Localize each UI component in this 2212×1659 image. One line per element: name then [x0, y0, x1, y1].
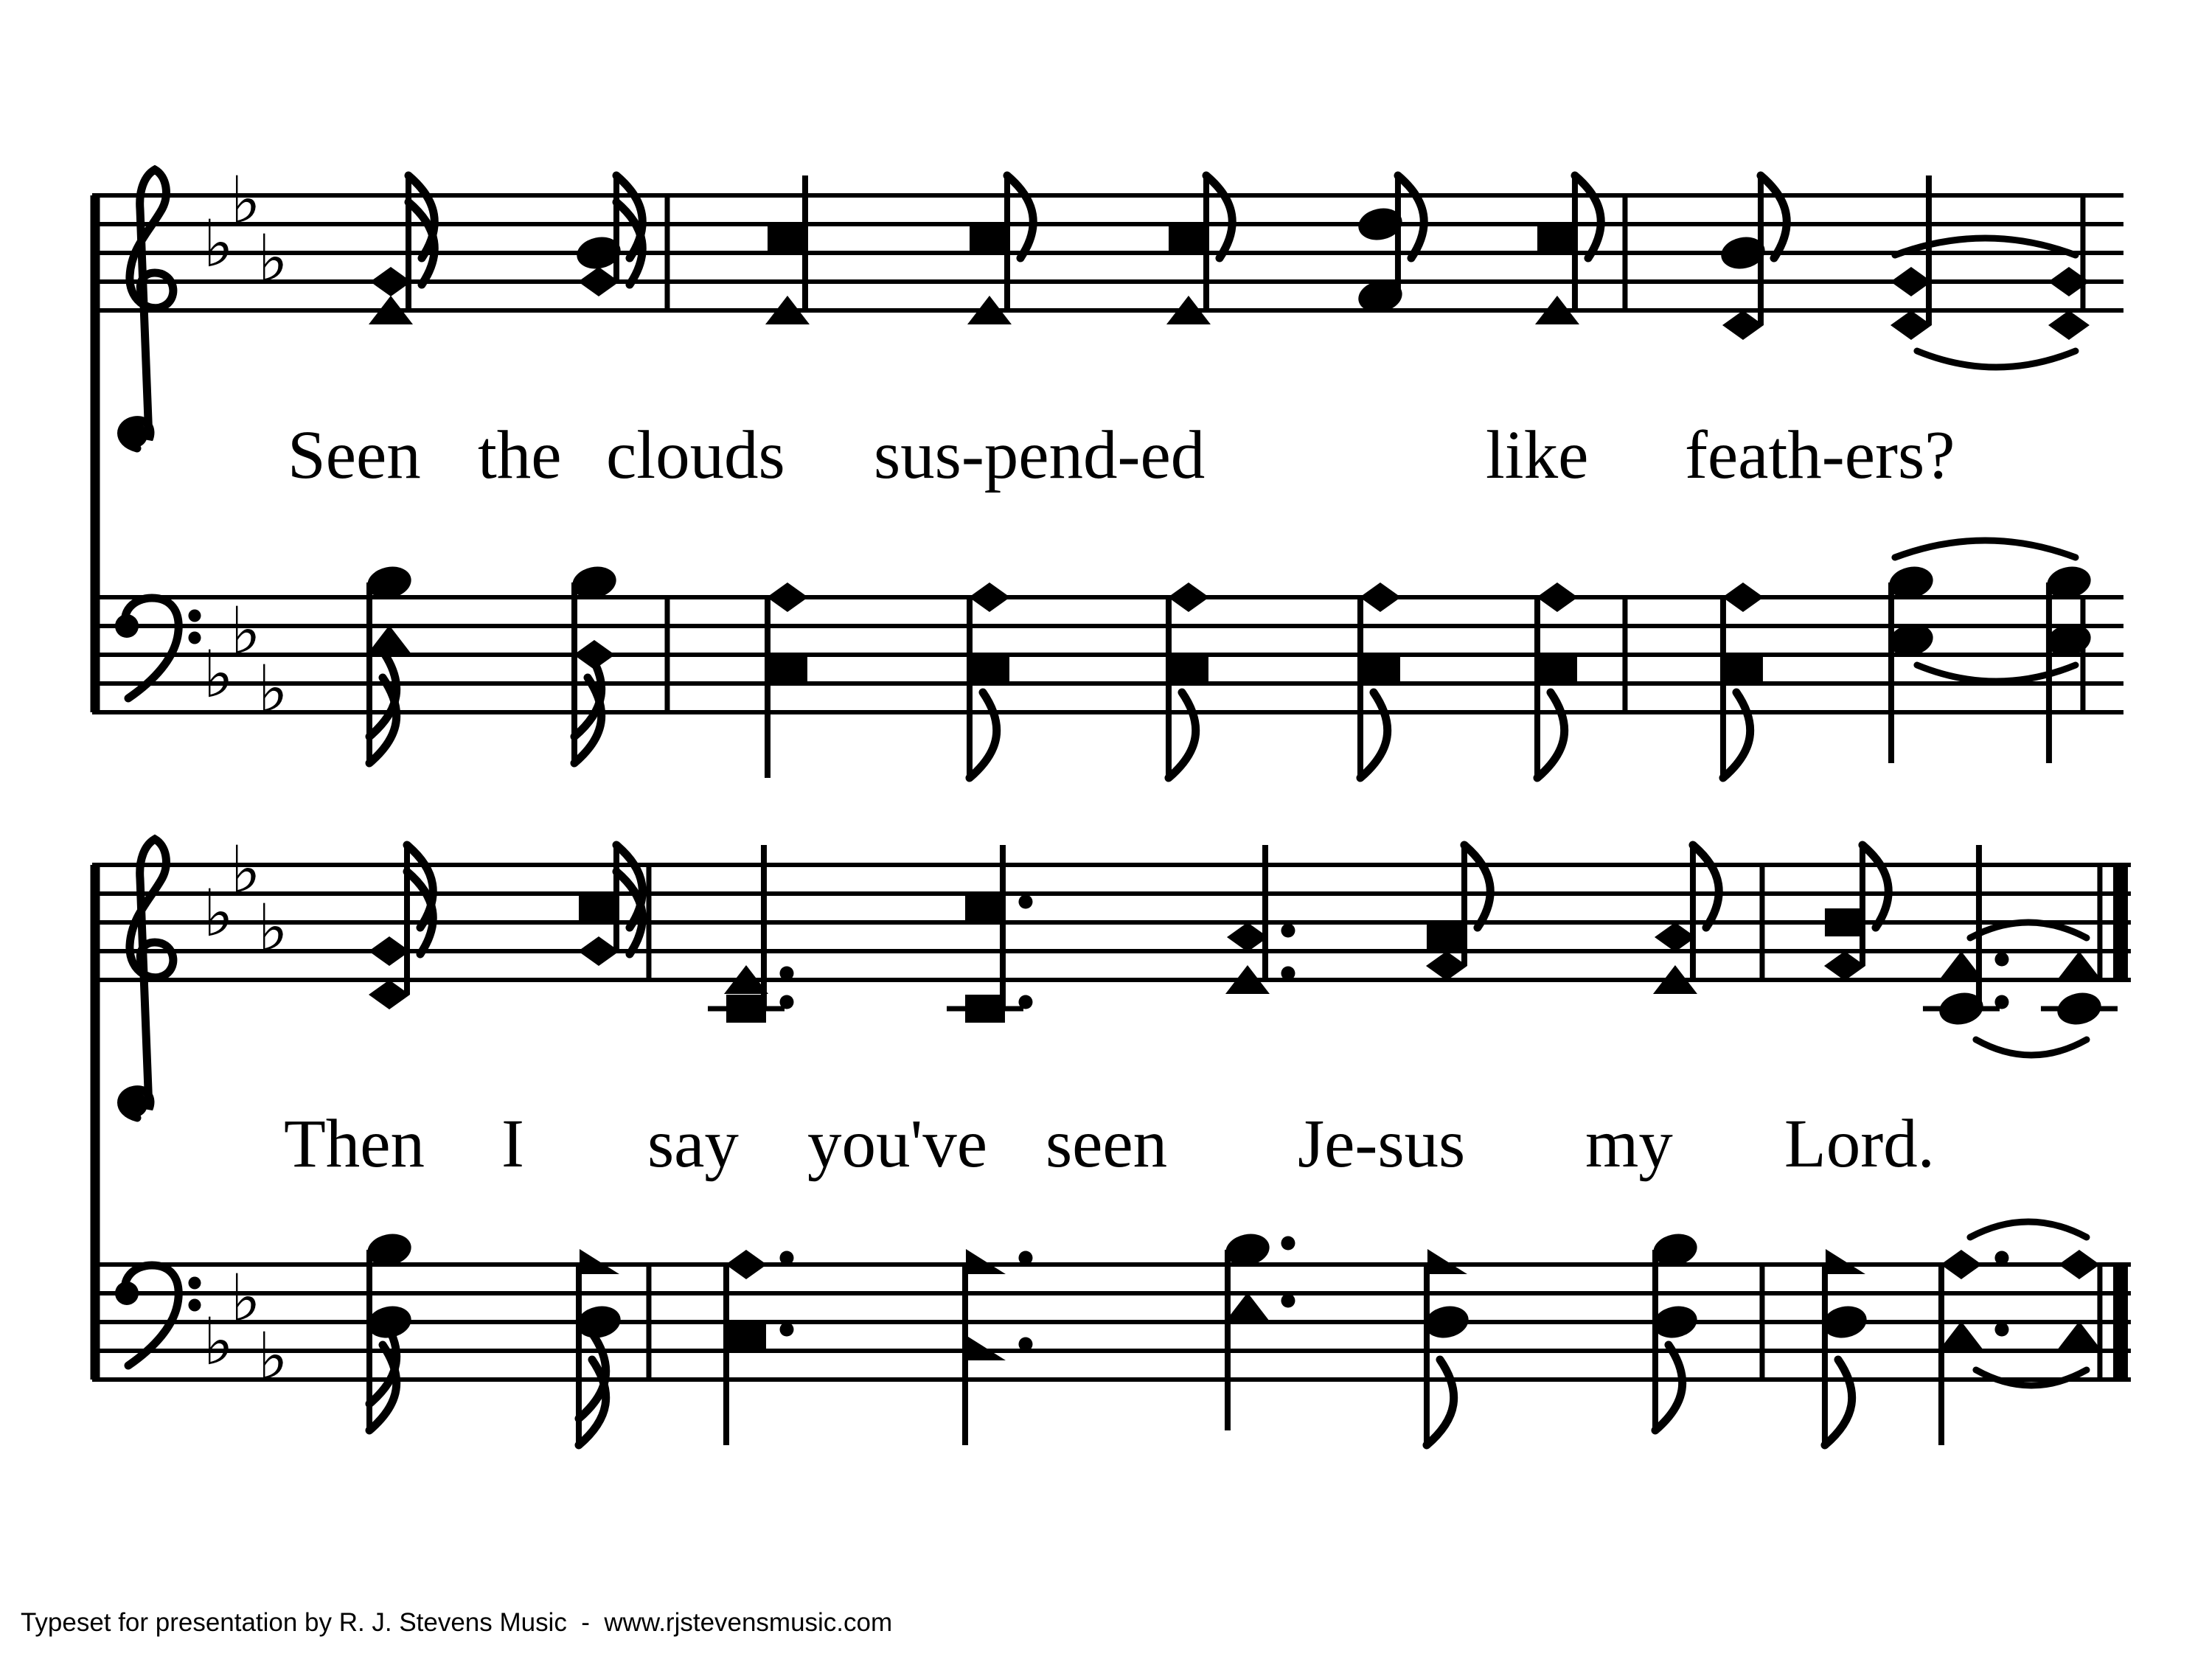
flag — [1537, 692, 1565, 778]
note-event — [369, 175, 434, 324]
lyrics-layer — [284, 417, 1955, 1182]
bass-staff — [92, 1222, 2131, 1445]
flag — [970, 692, 997, 778]
note-event — [1222, 1230, 1295, 1430]
augmentation-dot — [1281, 1236, 1295, 1250]
flag — [1427, 1360, 1454, 1445]
notehead-diamond-mi — [369, 980, 410, 1009]
lyric-syllable: say — [647, 1105, 739, 1182]
lyric-syllable: seen — [1045, 1105, 1168, 1182]
key-signature-flat: ♭ — [230, 1259, 261, 1336]
note-event — [1718, 175, 1787, 340]
note-event — [1820, 1249, 1869, 1445]
key-signature-flat: ♭ — [203, 1303, 234, 1380]
note-event — [1225, 845, 1295, 994]
notehead-triangle-do — [367, 625, 411, 654]
notehead-triangle-fa — [1427, 1249, 1467, 1274]
notehead-triangle-fa — [966, 1335, 1006, 1360]
bass-clef-dot — [189, 610, 201, 622]
notehead-square-la — [768, 225, 807, 253]
flag — [1575, 175, 1601, 258]
treble-clef-blob — [122, 422, 147, 448]
notehead-square-la — [1825, 908, 1865, 936]
notehead-diamond-mi — [1655, 922, 1696, 952]
lyric-line — [284, 1106, 1935, 1182]
footer-credit: Typeset for presentation by R. J. Stevens Music - www.rjstevensmusic.com — [21, 1607, 893, 1637]
notehead-diamond-mi — [578, 267, 619, 296]
notehead-square-la — [1537, 655, 1577, 684]
note-event — [2041, 951, 2118, 1029]
note-event — [1537, 582, 1578, 778]
note-event — [726, 1250, 793, 1445]
notehead-diamond-mi — [1722, 310, 1764, 340]
augmentation-dot — [1994, 1251, 2008, 1265]
key-signature-flat: ♭ — [257, 889, 288, 966]
augmentation-dot — [1018, 1337, 1032, 1351]
note-event — [1360, 582, 1401, 778]
flag — [1169, 692, 1196, 778]
flag — [1464, 845, 1490, 928]
notehead-square-la — [726, 1322, 766, 1350]
note-event — [1166, 175, 1232, 324]
notehead-diamond-mi — [369, 936, 410, 966]
note-event — [1653, 845, 1719, 994]
notehead-diamond-mi — [578, 936, 619, 966]
note-event — [364, 563, 414, 763]
notehead-diamond-mi — [1722, 582, 1764, 612]
note-event — [1535, 175, 1601, 324]
flag — [1863, 845, 1888, 928]
notehead-triangle-do — [1225, 1293, 1270, 1321]
flag — [1693, 845, 1719, 928]
note-event — [947, 845, 1032, 1023]
bass-clef-dot — [189, 632, 201, 644]
notehead-square-la — [970, 225, 1009, 253]
bass-clef-dot — [189, 1276, 201, 1289]
note-event — [708, 845, 793, 1023]
lyric-line — [288, 417, 1955, 493]
flag — [1007, 175, 1033, 258]
treble-staff — [92, 832, 2131, 1118]
key-signature-flat: ♭ — [203, 206, 234, 282]
note-event — [965, 1249, 1032, 1445]
notehead-diamond-mi — [726, 1250, 767, 1279]
augmentation-dot — [780, 966, 794, 980]
notehead-diamond-mi — [969, 582, 1010, 612]
augmentation-dot — [1281, 923, 1295, 937]
notehead-square-la — [1169, 655, 1208, 684]
notehead-square-la — [1427, 923, 1467, 951]
augmentation-dot — [1018, 995, 1032, 1009]
notehead-diamond-mi — [1227, 922, 1268, 952]
lyric-syllable: Seen — [288, 417, 421, 494]
augmentation-dot — [1994, 1322, 2008, 1336]
lyric-syllable: feath-ers? — [1684, 417, 1955, 494]
notehead-diamond-mi — [1426, 951, 1467, 981]
notehead-diamond-mi — [1537, 582, 1578, 612]
notehead-square-la — [970, 655, 1009, 684]
flag — [1825, 1360, 1852, 1445]
tie — [1917, 351, 2076, 367]
notehead-triangle-fa — [1826, 1249, 1865, 1274]
augmentation-dot — [1994, 995, 2008, 1009]
key-signature-flat: ♭ — [230, 831, 261, 908]
bass-clef-dot — [189, 1298, 201, 1311]
lyric-syllable: Je-sus — [1297, 1105, 1466, 1182]
key-signature-flat: ♭ — [203, 874, 234, 951]
note-event — [364, 1230, 414, 1430]
note-event — [2057, 1250, 2101, 1350]
note-event — [1422, 1249, 1471, 1445]
notehead-diamond-mi — [1824, 951, 1865, 981]
notehead-diamond-mi — [1891, 310, 1932, 340]
notehead-diamond-mi — [767, 582, 808, 612]
key-signature-flat: ♭ — [230, 162, 261, 239]
note-event — [569, 563, 619, 763]
notehead-square-la — [1169, 225, 1208, 253]
augmentation-dot — [780, 1322, 794, 1336]
notehead-square-la — [965, 995, 1005, 1023]
note-event — [967, 175, 1033, 324]
notehead-diamond-mi — [1891, 267, 1932, 296]
lyric-syllable: like — [1485, 417, 1589, 494]
score-systems — [92, 162, 2131, 1445]
notehead-diamond-mi — [2048, 310, 2090, 340]
lyric-syllable: my — [1585, 1105, 1673, 1182]
tie — [1970, 1222, 2087, 1237]
notehead-diamond-mi — [2059, 1250, 2100, 1279]
lyric-syllable: clouds — [606, 417, 785, 494]
flag — [1655, 1345, 1683, 1430]
bass-staff — [92, 540, 2124, 778]
note-event — [574, 1249, 623, 1445]
key-signature-flat: ♭ — [230, 593, 261, 669]
notehead-triangle-fa — [580, 1249, 619, 1274]
notehead-triangle-do — [2057, 1321, 2101, 1350]
treble-clef-blob — [122, 1092, 147, 1117]
notehead-diamond-mi — [1168, 582, 1209, 612]
flag — [1398, 175, 1424, 258]
note-event — [767, 582, 808, 778]
note-event — [1650, 1230, 1700, 1430]
note-event — [1168, 582, 1209, 778]
augmentation-dot — [780, 1251, 794, 1265]
key-signature-flat: ♭ — [257, 651, 288, 728]
key-signature-flat: ♭ — [257, 1318, 288, 1394]
notehead-square-la — [1360, 655, 1400, 684]
notehead-diamond-mi — [1941, 1250, 1982, 1279]
notehead-square-la — [726, 995, 766, 1023]
note-event — [1923, 845, 2008, 1029]
augmentation-dot — [1018, 894, 1032, 908]
note-event — [2044, 563, 2093, 763]
lyric-syllable: I — [501, 1105, 524, 1182]
lyric-syllable: sus-pend-ed — [874, 417, 1206, 494]
lyric-syllable: the — [478, 417, 562, 494]
notehead-square-la — [965, 894, 1005, 922]
key-signature-flat: ♭ — [203, 636, 234, 713]
notehead-triangle-fa — [966, 1249, 1006, 1274]
notehead-triangle-do — [1939, 1321, 1983, 1350]
treble-staff — [92, 162, 2124, 448]
note-event — [1939, 1250, 2008, 1445]
lyric-syllable: Lord. — [1784, 1105, 1935, 1182]
notehead-square-la — [579, 894, 619, 922]
note-event — [969, 582, 1010, 778]
augmentation-dot — [780, 995, 794, 1009]
tie — [1970, 922, 2087, 938]
notehead-diamond-mi — [1360, 582, 1401, 612]
note-event — [1722, 582, 1764, 778]
notehead-triangle-do — [2057, 951, 2101, 980]
key-signature-flat: ♭ — [257, 220, 288, 297]
flag — [1206, 175, 1232, 258]
lyric-syllable: Then — [284, 1105, 425, 1182]
tie — [1976, 1040, 2087, 1055]
flag — [1360, 692, 1388, 778]
tie — [1895, 540, 2076, 557]
notehead-square-la — [768, 655, 807, 684]
notehead-square-la — [1537, 225, 1577, 253]
lyric-syllable: you've — [807, 1105, 988, 1182]
note-event — [369, 845, 433, 1009]
augmentation-dot — [1018, 1251, 1032, 1265]
augmentation-dot — [1281, 1293, 1295, 1307]
augmentation-dot — [1994, 952, 2008, 966]
notehead-oval-sol — [2054, 989, 2104, 1029]
augmentation-dot — [1281, 966, 1295, 980]
flag — [1723, 692, 1750, 778]
note-event — [765, 175, 810, 324]
flag — [1761, 175, 1787, 258]
notehead-square-la — [1723, 655, 1763, 684]
note-event — [1886, 563, 1935, 763]
notehead-diamond-mi — [370, 267, 411, 296]
